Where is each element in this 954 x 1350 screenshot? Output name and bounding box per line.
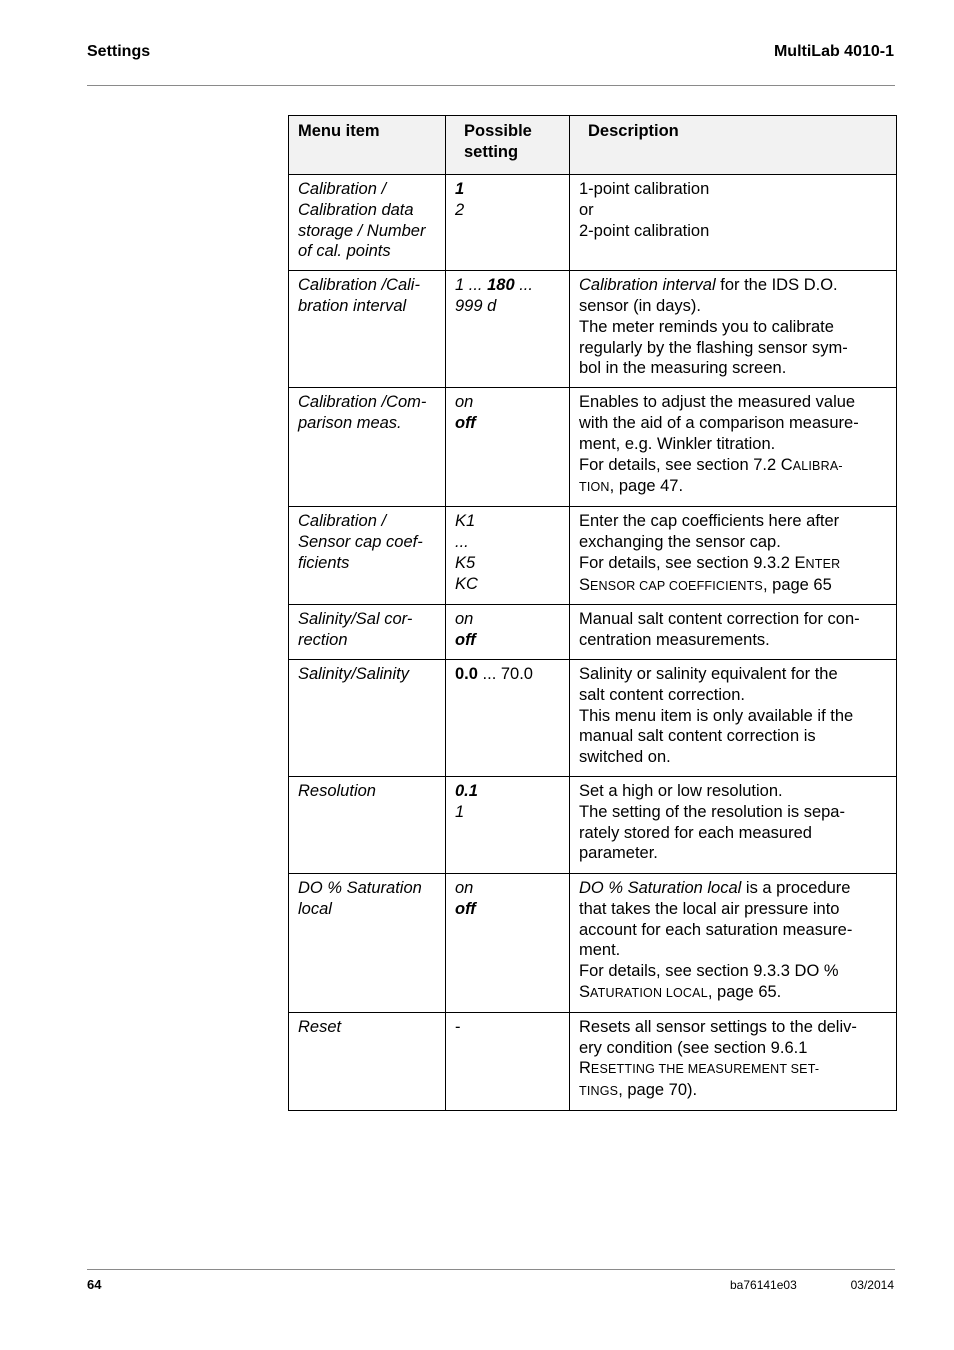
description-cell: Resets all sensor settings to the deliv- ery condition (see section 9.6.1 RESETTING THE MEASUREMENT SET- TINGS, page 70). bbox=[570, 1012, 897, 1110]
setting-cell: - bbox=[446, 1012, 570, 1110]
setting-cell: on off bbox=[446, 873, 570, 1012]
menu-item-cell: Reset bbox=[289, 1012, 446, 1110]
table-row bbox=[289, 271, 897, 388]
setting-cell: 1 2 bbox=[446, 175, 570, 271]
setting-cell: K1 ... K5 KC bbox=[446, 507, 570, 605]
description-cell: Salinity or salinity equivalent for the salt content correction. This menu item is only available if the manual salt content correction is switched on. bbox=[570, 659, 897, 776]
footer-divider bbox=[87, 1269, 895, 1270]
table-row bbox=[289, 507, 897, 605]
description-cell: Manual salt content correction for con- centration measurements. bbox=[570, 605, 897, 660]
table-row bbox=[289, 776, 897, 873]
column-header-possible-setting: Possible setting bbox=[446, 116, 570, 175]
description-cell: Calibration interval for the IDS D.O. sensor (in days). The meter reminds you to calibrate regularly by the flashing sensor sym- bol in the measuring screen. bbox=[570, 271, 897, 388]
description-cell: DO % Saturation local is a procedure that takes the local air pressure into account for each saturation measure- ment. For details, see section 9.3.3 DO % SATURATION LOCAL, page 65. bbox=[570, 873, 897, 1012]
setting-cell: 1 ... 180 ... 999 d bbox=[446, 271, 570, 388]
running-header-section: Settings bbox=[87, 43, 151, 60]
menu-item-cell: Resolution bbox=[289, 776, 446, 873]
description-cell: 1-point calibration or 2-point calibration bbox=[570, 175, 897, 271]
description-cell: Enter the cap coefficients here after exchanging the sensor cap. For details, see section 9.3.2 ENTER SENSOR CAP COEFFICIENTS, page 65 bbox=[570, 507, 897, 605]
document-date: 03/2014 bbox=[850, 1278, 894, 1292]
table-row bbox=[289, 175, 897, 271]
description-cell: Enables to adjust the measured value with the aid of a comparison measure- ment, e.g. Winkler titration. For details, see section 7.2 CALIBRA- TION, page 47. bbox=[570, 388, 897, 507]
table-row bbox=[289, 873, 897, 1012]
table-header-row bbox=[289, 116, 897, 175]
menu-item-cell: Calibration / Calibration data storage / Number of cal. points bbox=[289, 175, 446, 271]
setting-cell: 0.0 ... 70.0 bbox=[446, 659, 570, 776]
menu-item-cell: Salinity/Salinity bbox=[289, 659, 446, 776]
description-cell: Set a high or low resolution. The setting of the resolution is sepa- rately stored for each measured parameter. bbox=[570, 776, 897, 873]
table-row bbox=[289, 659, 897, 776]
setting-cell: on off bbox=[446, 388, 570, 507]
settings-table bbox=[288, 115, 897, 1111]
column-header-menu-item: Menu item bbox=[289, 116, 446, 175]
menu-item-cell: Salinity/Sal cor- rection bbox=[289, 605, 446, 660]
menu-item-cell: Calibration / Sensor cap coef- ficients bbox=[289, 507, 446, 605]
table-row bbox=[289, 388, 897, 507]
document-id: ba76141e03 bbox=[730, 1278, 797, 1292]
header-divider bbox=[87, 85, 895, 86]
table-row bbox=[289, 1012, 897, 1110]
menu-item-cell: Calibration /Com- parison meas. bbox=[289, 388, 446, 507]
column-header-description: Description bbox=[570, 116, 897, 175]
running-header-product: MultiLab 4010-1 bbox=[773, 43, 894, 60]
setting-cell: on off bbox=[446, 605, 570, 660]
page-number: 64 bbox=[87, 1277, 102, 1292]
table-row bbox=[289, 605, 897, 660]
menu-item-cell: Calibration /Cali- bration interval bbox=[289, 271, 446, 388]
menu-item-cell: DO % Saturation local bbox=[289, 873, 446, 1012]
setting-cell: 0.1 1 bbox=[446, 776, 570, 873]
